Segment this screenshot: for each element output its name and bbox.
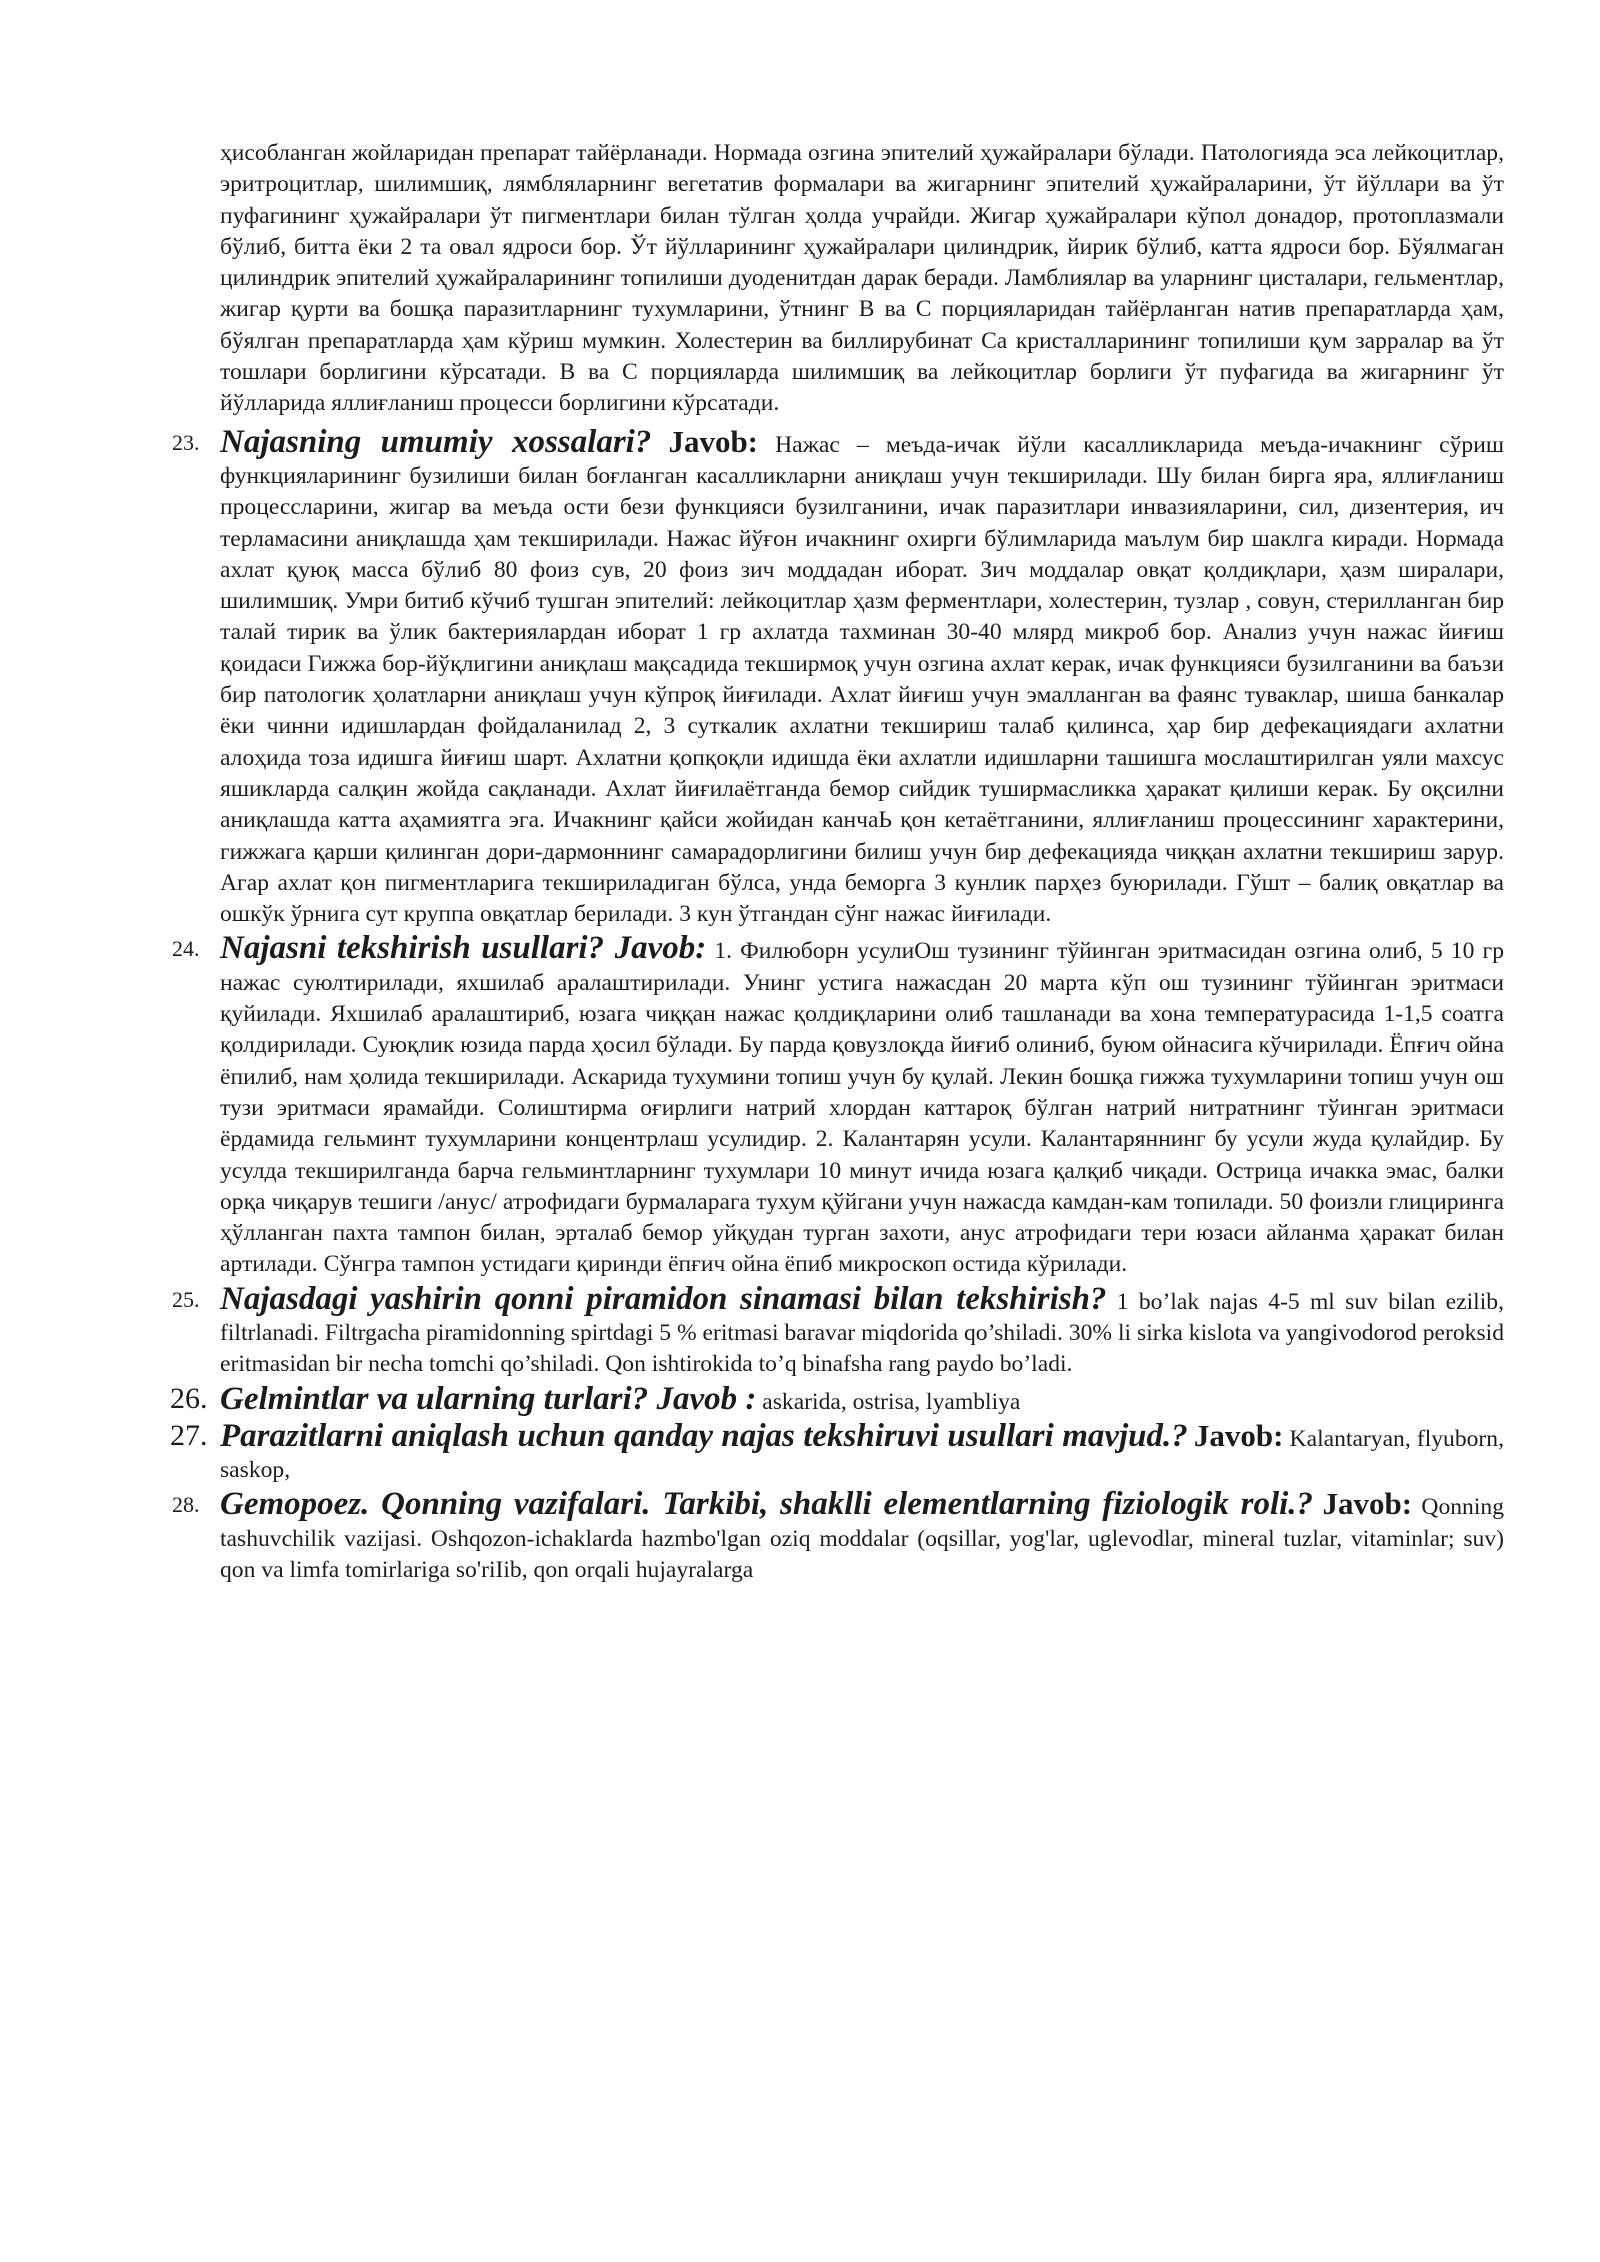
javob-label xyxy=(668,424,758,459)
answer-text: Нажас – меъда-ичак йўли касалликларида меъда-ичакнинг сўриш функцияларининг бузилиши билан боғланган касалликларни аниқлаш учун текширилади. Шу билан бирга яра, яллиғланиш процессларини, жигар ва меъда ости бези функцияси бузилганини, ичак паразитлари инвазияларини, сил, дизентерия, ич терламасини аниқлашда ҳам текширилади. Нажас йўғон ичакнинг охирги бўлимларида маълум бир шаклга киради. Нормада ахлат қуюқ масса бўлиб 80 фоиз сув, 20 фоиз зич моддадан иборат. Зич моддалар овқат қолдиқлари, ҳазм ширалари, шилимшиқ. Умри битиб кўчиб тушган эпителий: лейкоцитлар ҳазм ферментлари, холестерин, тузлар , совун, стерилланган бир талай тирик ва ўлик бактериялардан иборат 1 гр ахлатда тахминан 30-40 млярд микроб бор. Анализ учун нажас йиғиш қоидаси Гижжа бор-йўқлигини аниқлаш мақсадида текширмоқ учун озгина ахлат керак, ичак функцияси бузилганини ва баъзи бир патологик ҳолатларни аниқлаш учун кўпроқ йиғилади. Ахлат йиғиш учун эмалланган ва фаянс туваклар, шиша банкалар ёки чинни идишлардан фойдаланилад 2, 3 суткалик ахлатни текшириш талаб қилинса, ҳар бир дефекациядаги ахлатни алоҳида тоза идишга йиғиш шарт. Ахлатни қопқоқли идишда ёки ахлатли идишларни ташишга мослаштирилган уяли махсус яшикларда салқин жойда сақланади. Ахлат йиғилаётганда бемор сийдик туширмасликка ҳаракат қилиши керак. Бу оқсилни аниқлашда катта аҳамиятга эга. Ичакнинг қайси жойидан канчаЬ қон кетаётганини, яллиғланиш процессининг характерини, гижжага қарши қилинган дори-дармоннинг самарадорлигини билиш учун бир дефекацияда чиққан ахлатни текшириш зарур. Агар ахлат қон пигментларига текшириладиган бўлса, унда беморга 3 кунлик парҳез буюрилади. Гўшт – балиқ овқатлар ва ошкўк ўрнига сут круппа овқатлар берилади. 3 кун ўтгандан сўнг нажас йиғилади. xyxy=(220,431,1504,928)
list-item-24 xyxy=(172,930,1504,1280)
item-number: 24. xyxy=(172,936,200,962)
item-number: 28. xyxy=(172,1492,200,1518)
list-item-23 xyxy=(172,423,1504,931)
item-number: 26. xyxy=(170,1381,208,1415)
javob-label xyxy=(1322,1486,1412,1521)
question-list xyxy=(0,424,1504,1587)
javob-text: Javob: xyxy=(1193,1417,1284,1453)
question-text: Parazitlarni aniqlash uchun qanday najas tekshiruvi usullari mavjud.? xyxy=(220,1417,1188,1454)
answer-text: askarida, ostrisa, lyambliya xyxy=(756,1388,1021,1415)
list-item-25 xyxy=(172,1280,1504,1381)
question-text: Najasning umumiy xossalari? xyxy=(220,423,652,460)
javob-label xyxy=(1194,1418,1284,1453)
intro-paragraph: ҳисобланган жойларидан препарат тайёрланади. Нормада озгина эпителий ҳужайралари бўлади. Патологияда эса лейкоцитлар, эритроцитлар, шилимшиқ, лямбляларнинг вегетатив формалари ва жигарнинг эпителий ҳужайраларини, ўт йўллари ва ўт пуфагининг ҳужайралари ўт пигментлари билан тўлган ҳолда учрайди. Жигар ҳужайралари кўпол донадор, протоплазмали бўлиб, битта ёки 2 та овал ядроси бор. Ўт йўлларининг ҳужайралари цилиндрик, йирик бўлиб, катта ядроси бор. Бўялмаган цилиндрик эпителий ҳужайраларининг топилиши дуоденитдан дарак беради. Ламблиялар ва уларнинг цисталари, гельментлар, жигар қурти ва бошқа паразитларнинг тухумларини, ўтнинг В ва С порцияларидан тайёрланган натив препаратларда ҳам, бўялган препаратларда ҳам кўриш мумкин. Холестерин ва биллирубинат Са кристалларининг топилиши қум зарралар ва ўт тошлари борлигини кўрсатади. В ва С порцияларда шилимшиқ ва лейкоцитлар борлиги ўт пуфагида ва жигарнинг ўт йўлларида яллиғланиш процесси борлигини кўрсатади. xyxy=(220,140,1504,417)
item-number: 23. xyxy=(172,429,200,455)
list-item-27 xyxy=(170,1417,1504,1487)
answer-text: Kalantaryan, flyuborn, saskop, xyxy=(220,1425,1504,1484)
answer-text: 1 bo’lak najas 4-5 ml suv bilan ezilib, filtrlanadi. Filtrgacha piramidonning spirtdagi 5 % eritmasi baravar miqdorida qo’shiladi. 30% li sirka kislota va yangivodorod peroksid eritmasidan bir necha tomchi qo’shiladi. Qon ishtirokida to’q binafsha rang paydo bo’ladi. xyxy=(220,1288,1504,1378)
list-item-28 xyxy=(172,1486,1504,1586)
question-text: Gelmintlar va ularning turlari? Javob : xyxy=(220,1380,757,1417)
item-number: 27. xyxy=(170,1418,208,1452)
question-text: Gemopoez. Qonning vazifalari. Tarkibi, shaklli elementlarning fiziologik roli.? xyxy=(220,1486,1314,1523)
javob-text: Javob: xyxy=(668,423,759,459)
list-item-26 xyxy=(170,1380,1504,1418)
javob-text: Javob: xyxy=(1322,1486,1413,1522)
answer-text: Qonning tashuvchilik vazijasi. Oshqozon-ichaklarda hazmbo'lgan oziq moddalar (oqsillar, yog'lar, uglevodlar, mineral tuzlar, vitaminlar; suv) qon va limfa tomirlariga so'riIib, qon orqali hujayralarga xyxy=(220,1494,1504,1584)
answer-text: 1. Филюборн усулиОш тузининг тўйинган эритмасидан озгина олиб, 5 10 гр нажас суюлтирилади, яхшилаб аралаштирилади. Унинг устига нажасдан 20 марта кўп ош тузининг тўйинган эритмаси қуйилади. Яхшилаб аралаштириб, юзага чиққан нажас қолдиқларини олиб ташланади ва хона температурасида 1-1,5 соатга қолдирилади. Суюқлик юзида парда ҳосил бўлади. Бу парда қовузлоқда йиғиб олиниб, буюм ойнасига кўчирилади. Ёпғич ойна ёпилиб, нам ҳолида текширилади. Аскарида тухумини топиш учун бу қулай. Лекин бошқа гижжа тухумларини топиш учун ош тузи эритмаси ярамайди. Солиштирма оғирлиги натрий хлордан каттароқ бўлган натрий нитратнинг тўинган эритмаси ёрдамида гельминт тухумларини концентрлаш усулидир. 2. Калантарян усули. Калантаряннинг бу усули жуда қулайдир. Бу усулда текширилганда барча гельминтларнинг тухумлари 10 минут ичида юзага қалқиб чиқади. Острица ичакка эмас, балки орқа чиқарув тешиги /анус/ атрофидаги бурмаларага тухум қўйгани учун нажасда камдан-кам топилади. 50 фоизли глицирингa ҳўлланган пахта тампон билан, эрталаб бемор уйқудан турган захоти, анус атрофидаги тери юзаси айланма ҳаракат билан артилади. Сўнгра тампон устидаги қиринди ёпғич ойна ёпиб микроскоп остида кўрилади. xyxy=(220,938,1504,1278)
question-text: Najasdagi yashirin qonni piramidon sinamasi bilan tekshirish? xyxy=(220,1280,1107,1317)
item-number: 25. xyxy=(172,1286,200,1312)
question-text: Najasni tekshirish usullari? Javob: xyxy=(220,930,707,967)
